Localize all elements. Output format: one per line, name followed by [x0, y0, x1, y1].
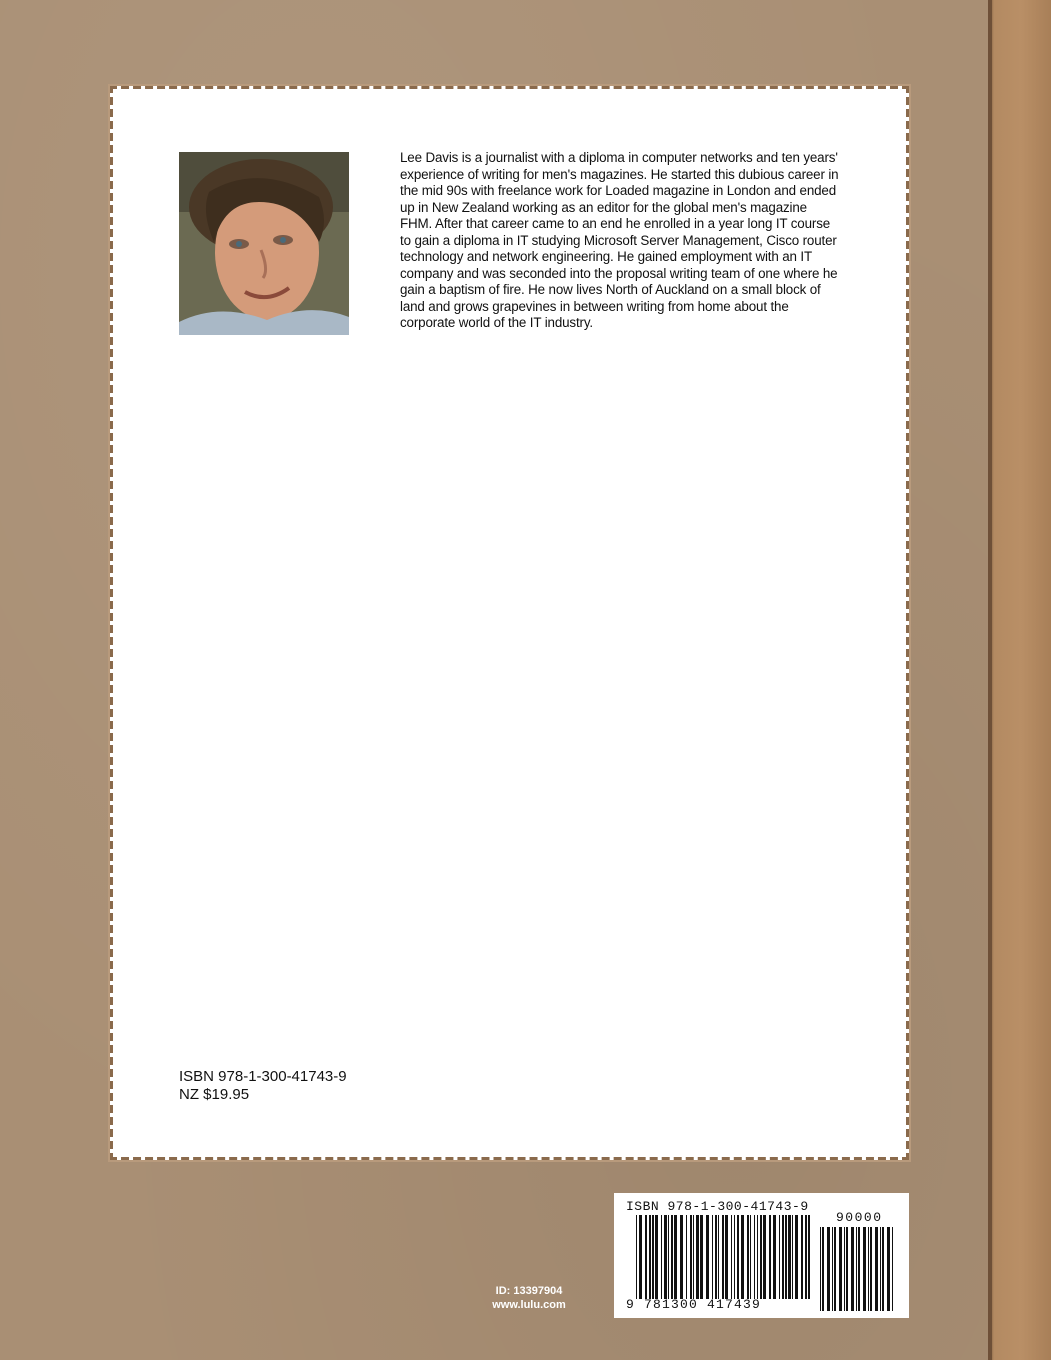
barcode-isbn-label: ISBN 978-1-300-41743-9 [626, 1199, 809, 1214]
author-photo [179, 152, 349, 335]
barcode-ean-digits: 9 781300 417439 [626, 1297, 762, 1312]
barcode-box [614, 1193, 909, 1318]
spine-fold [988, 0, 992, 1360]
spine-edge [991, 0, 1051, 1360]
author-bio: Lee Davis is a journalist with a diploma in computer networks and ten years' experience of writing for men's magazines. He started this dubious career in the mid 90s with freelance work for Loaded magazine in London and ended up in New Zealand working as an editor for the global men's magazine FHM. After that career came to an end he enrolled in a year long IT course to gain a diploma in IT studying Microsoft Server Management, Cisco router technology and network engineering. He gained employment with an IT company and was seconded into the proposal writing team of one where he gain a baptism of fire. He now lives North of Auckland on a small block of land and grows grapevines in between writing from home about the corporate world of the IT industry. [400, 150, 839, 330]
lulu-url: www.lulu.com [492, 1299, 566, 1311]
lulu-id: ID: 13397904 [495, 1285, 563, 1297]
isbn-price-block [179, 1068, 347, 1104]
price-line: NZ $19.95 [179, 1086, 250, 1103]
imprint-block [474, 1284, 584, 1312]
barcode-addon-digits: 90000 [836, 1210, 883, 1225]
author-photo-image [179, 152, 349, 335]
isbn-line: ISBN 978-1-300-41743-9 [179, 1068, 347, 1085]
